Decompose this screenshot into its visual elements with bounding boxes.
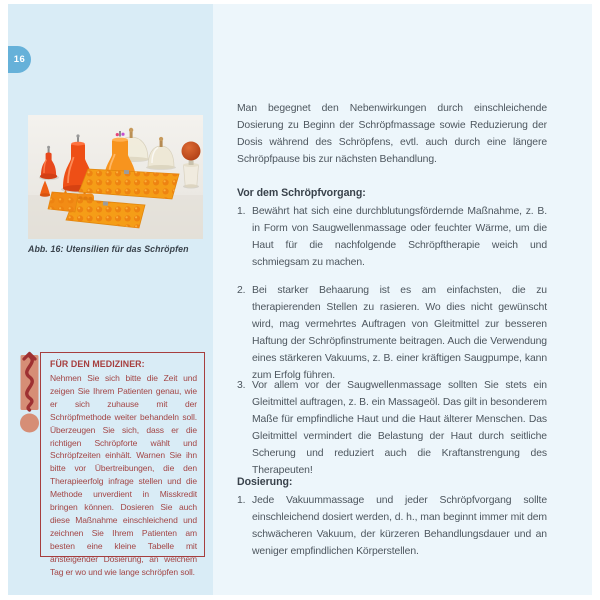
physician-note-text: Nehmen Sie sich bitte die Zeit und zeigen Sie Ihrem Patienten genau, wie er sich zuhause mit der Schröpfmethode weiter behandeln soll. Überzeugen Sie sich, dass er die richtigen Schröpforte wählt und Schröpfzeiten einhält. Warnen Sie ihn bitte vor Übertreibungen, die den Therapieerfolg infrage stellen und die Methode unverdient in Misskredit bringen können. Dosieren Sie auch diese Maßnahme einschleichend und zeichnen Sie Ihrem Patienten am besten eine kleine Tabelle mit ansteigender Dosierung, an welchem Tag er wo und wie lange schröpfen soll. xyxy=(50,373,197,577)
list-item xyxy=(237,377,547,479)
list-item xyxy=(237,203,547,271)
list-item-number: 2. xyxy=(237,285,246,296)
page-number-tab xyxy=(8,46,31,73)
main-column xyxy=(213,4,592,595)
list-item-text: Bei starker Behaarung ist es am einfachsten, die zu therapierenden Stellen zu rasieren. Wo dies nicht gewünscht wird, mag vermehrtes Auftragen von Gleitmittel zur besseren Haftung der Schröpfinstrumente beitragen. Auch die Verwendung eines stärkeren Vakuums, z. B. einer kräftigen Saugpumpe, kann zum Erfolg führen. xyxy=(252,285,547,381)
cupping-utensils-photo xyxy=(28,115,203,239)
list-item-number: 1. xyxy=(237,495,246,506)
section-heading-dosage: Dosierung: xyxy=(237,476,293,488)
list-item xyxy=(237,492,547,560)
physician-note-box xyxy=(40,352,205,577)
physician-note-heading: FÜR DEN MEDIZINER: xyxy=(50,359,145,369)
list-item-number: 3. xyxy=(237,380,246,391)
list-item-number: 1. xyxy=(237,206,246,217)
list-item-text: Bewährt hat sich eine durchblutungsfördernde Maßnahme, z. B. in Form von Saugwellenmassage oder feuchter Wärme, um die Haut für die nachfolgende Schröpftherapie weich und schmiegsam zu machen. xyxy=(252,206,547,268)
figure-caption: Abb. 16: Utensilien für das Schröpfen xyxy=(28,244,189,254)
list-item xyxy=(237,282,547,384)
left-column xyxy=(8,4,213,595)
list-item-text: Vor allem vor der Saugwellenmassage sollten Sie stets ein Gleitmittel auftragen, z. B. ein Massageöl. Das gilt in besonderem Maße für empfindliche Haut und die Haut älterer Menschen. Das Gleitmittel vermindert die Belastung der Haut durch seitliche Scherung und reduziert auch die Kraftanstrengung des Therapeuten! xyxy=(252,380,547,476)
page-number: 16 xyxy=(13,54,26,65)
intro-paragraph: Man begegnet den Nebenwirkungen durch einschleichende Dosierung zu Beginn der Schröpfmassage sowie Reduzierung der Dosis während des Schröpfens, evtl. auch durch eine längere Schröpfpause bis zur nächsten Behandlung. xyxy=(237,103,547,165)
asclepius-staff-icon xyxy=(17,350,43,436)
section-heading-before-cupping: Vor dem Schröpfvorgang: xyxy=(237,187,366,199)
list-item-text: Jede Vakuummassage und jeder Schröpfvorgang sollte einschleichend dosiert werden, d. h., man beginnt immer mit dem schwächeren Vakuum, der kürzeren Behandlungsdauer und an weniger empfindlichen Körperstellen. xyxy=(252,495,547,557)
cupping-utensils-illustration xyxy=(28,115,203,239)
